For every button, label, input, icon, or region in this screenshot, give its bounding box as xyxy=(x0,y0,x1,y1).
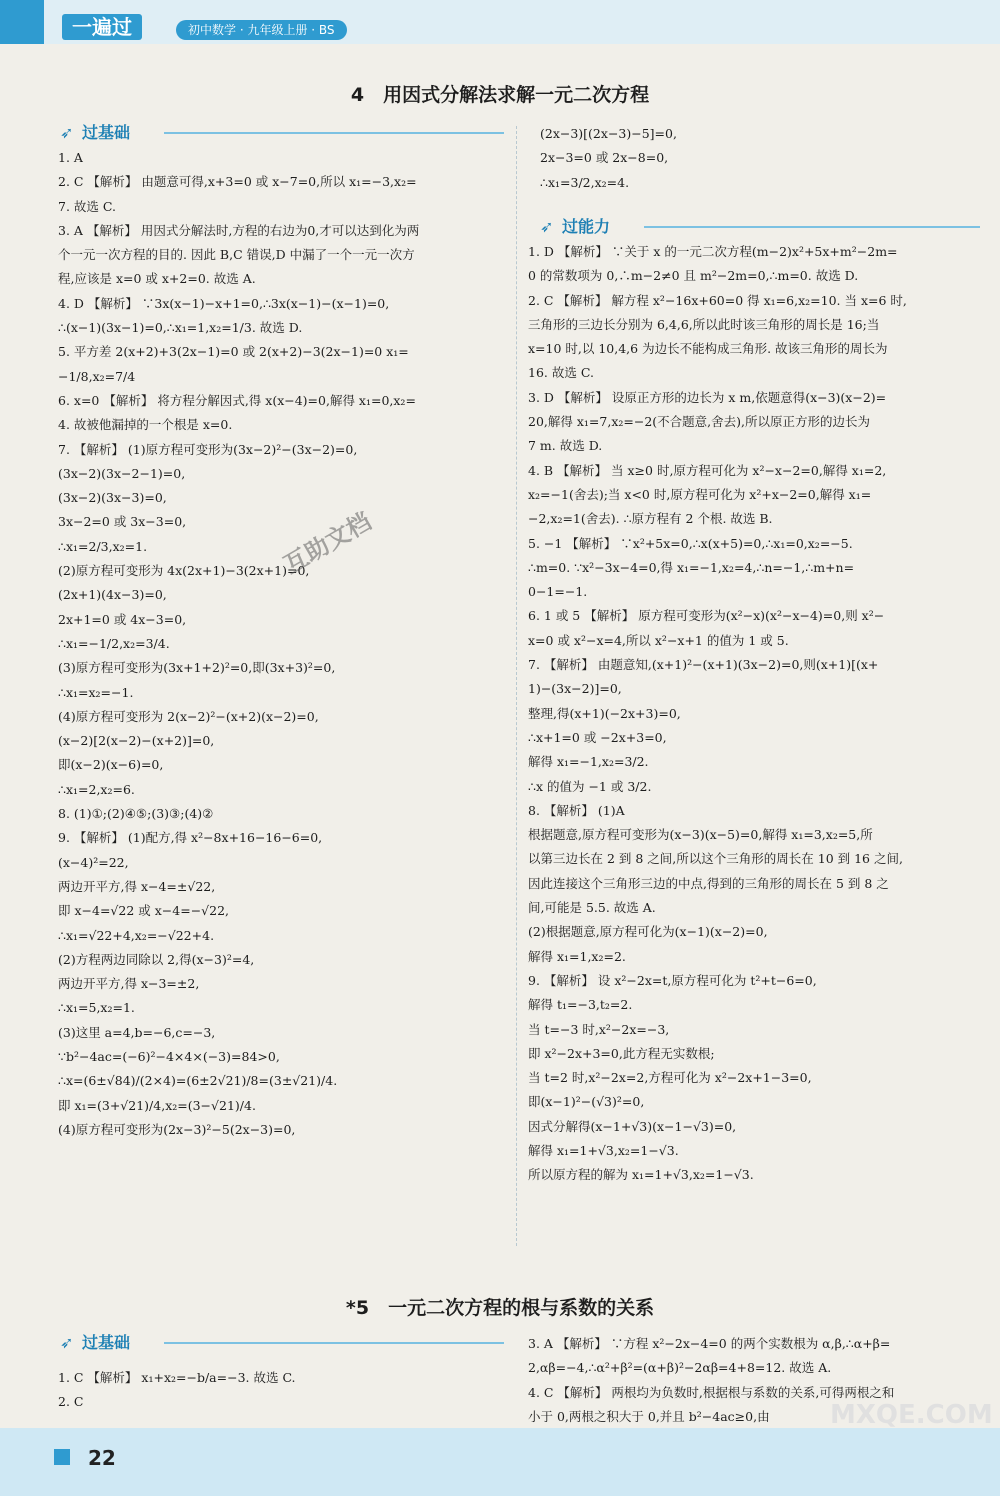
site-watermark: MXQE.COM xyxy=(830,1400,993,1430)
answer-line: ∴x 的值为 −1 或 3/2. xyxy=(528,778,652,794)
answer-line: x₂=−1(舍去);当 x<0 时,原方程可化为 x²+x−2=0,解得 x₁= xyxy=(528,486,872,502)
answer-line: 即(x−1)²−(√3)²=0, xyxy=(528,1094,645,1110)
section5-left-column xyxy=(58,1366,296,1415)
section5-title: *5 一元二次方程的根与系数的关系 xyxy=(345,1297,655,1319)
section4-right-column xyxy=(528,240,907,1188)
section4-ability-heading: ➶ 过能力 xyxy=(540,214,980,238)
answer-line: 3. A 【解析】 用因式分解法时,方程的右边为0,才可以达到化为两 xyxy=(58,222,420,238)
answer-line: 8. (1)①;(2)④⑤;(3)③;(4)② xyxy=(58,806,214,822)
answer-line: ∴x₁=2/3,x₂=1. xyxy=(58,538,148,554)
corner-strip xyxy=(0,0,44,44)
answer-line: 7 m. 故选 D. xyxy=(528,438,603,454)
answer-line: (2x+1)(4x−3)=0, xyxy=(58,587,167,603)
page-number: 22 xyxy=(88,1446,116,1470)
answer-line: 7. 【解析】 (1)原方程可变形为(3x−2)²−(3x−2)=0, xyxy=(58,441,358,457)
answer-line: 8. 【解析】 (1)A xyxy=(528,802,625,818)
answer-line: (x−4)²=22, xyxy=(58,854,129,870)
answer-line: 9. 【解析】 (1)配方,得 x²−8x+16−16−6=0, xyxy=(58,830,323,846)
wing-icon: ➶ xyxy=(540,217,554,236)
answer-line: 当 t=2 时,x²−2x=2,方程可化为 x²−2x+1−3=0, xyxy=(528,1070,812,1086)
answer-line: 1. C 【解析】 x₁+x₂=−b/a=−3. 故选 C. xyxy=(58,1370,296,1385)
answer-line: 所以原方程的解为 x₁=1+√3,x₂=1−√3. xyxy=(528,1167,754,1183)
answer-line: 因式分解得(x−1+√3)(x−1−√3)=0, xyxy=(528,1118,737,1134)
answer-line: 三角形的三边长分别为 6,4,6,所以此时该三角形的周长是 16;当 xyxy=(528,316,880,332)
wing-icon: ➶ xyxy=(60,123,74,142)
answer-line: 6. x=0 【解析】 将方程分解因式,得 x(x−4)=0,解得 x₁=0,x₂= xyxy=(58,392,416,408)
answer-line: 解得 t₁=−3,t₂=2. xyxy=(528,997,633,1013)
answer-line: 两边开平方,得 x−3=±2, xyxy=(58,976,200,992)
answer-line: (2)原方程可变形为 4x(2x+1)−3(2x+1)=0, xyxy=(58,563,310,579)
answer-line: 3. A 【解析】 ∵方程 x²−2x−4=0 的两个实数根为 α,β,∴α+β= xyxy=(528,1336,891,1351)
answer-line: 程,应该是 x=0 或 x+2=0. 故选 A. xyxy=(58,271,256,287)
answer-line: 20,解得 x₁=7,x₂=−2(不合题意,舍去),所以原正方形的边长为 xyxy=(528,414,870,430)
brand-logo: 一遍过 xyxy=(62,14,142,40)
answer-line: (3)原方程可变形为(3x+1+2)²=0,即(3x+3)²=0, xyxy=(58,660,336,676)
answer-line: 1)−(3x−2)]=0, xyxy=(528,681,622,697)
answer-line: 3. D 【解析】 设原正方形的边长为 x m,依题意得(x−3)(x−2)= xyxy=(528,389,887,405)
section4-right-continuation xyxy=(540,122,677,195)
section4-title: 4 用因式分解法求解一元二次方程 xyxy=(350,84,650,106)
wing-icon: ➶ xyxy=(60,1333,74,1352)
answer-line: 0 的常数项为 0,∴m−2≠0 且 m²−2m=0,∴m=0. 故选 D. xyxy=(528,268,859,284)
answer-line: 2. C 【解析】 由题意可得,x+3=0 或 x−7=0,所以 x₁=−3,x₂= xyxy=(58,174,417,190)
section4-basic-heading: ➶ 过基础 xyxy=(60,120,510,144)
answer-line: 因此连接这个三角形三边的中点,得到的三角形的周长在 5 到 8 之 xyxy=(528,875,889,891)
answer-line: ∴x₁=x₂=−1. xyxy=(58,684,134,700)
answer-line: 6. 1 或 5 【解析】 原方程可变形为(x²−x)(x²−x−4)=0,则 x²− xyxy=(528,608,885,624)
answer-line: 即 x²−2x+3=0,此方程无实数根; xyxy=(528,1045,715,1061)
heading-rule xyxy=(164,132,504,134)
answer-line: (2)根据题意,原方程可化为(x−1)(x−2)=0, xyxy=(528,924,768,940)
page-marker-icon xyxy=(54,1449,70,1465)
answer-line: 2x+1=0 或 4x−3=0, xyxy=(58,611,187,627)
answer-line: (x−2)[2(x−2)−(x+2)]=0, xyxy=(58,733,215,749)
answer-line: ∴x=(6±√84)/(2×4)=(6±2√21)/8=(3±√21)/4. xyxy=(58,1073,338,1089)
answer-line: 个一元一次方程的目的. 因此 B,C 错误,D 中漏了一个一元一次方 xyxy=(58,247,415,263)
answer-line: 当 t=−3 时,x²−2x=−3, xyxy=(528,1021,670,1037)
answer-line: 两边开平方,得 x−4=±√22, xyxy=(58,878,216,894)
answer-line: ∴x₁=2,x₂=6. xyxy=(58,781,135,797)
answer-line: (2)方程两边同除以 2,得(x−3)²=4, xyxy=(58,951,255,967)
book-breadcrumb: 初中数学 · 九年级上册 · BS xyxy=(176,20,347,40)
answer-line: 9. 【解析】 设 x²−2x=t,原方程可化为 t²+t−6=0, xyxy=(528,972,817,988)
answer-line: ∴x₁=5,x₂=1. xyxy=(58,1000,135,1016)
top-banner xyxy=(0,0,1000,44)
answer-line: 以第三边长在 2 到 8 之间,所以这个三角形的周长在 10 到 16 之间, xyxy=(528,851,903,867)
answer-line: 解得 x₁=−1,x₂=3/2. xyxy=(528,754,649,770)
answer-line: 1. D 【解析】 ∵关于 x 的一元二次方程(m−2)x²+5x+m²−2m= xyxy=(528,244,898,259)
answer-line: (3x−2)(3x−3)=0, xyxy=(58,490,167,506)
column-divider xyxy=(516,126,517,1246)
answer-line: 3x−2=0 或 3x−3=0, xyxy=(58,514,187,530)
watermark-stamp: 互助文档 xyxy=(278,507,377,580)
answer-line: 小于 0,两根之积大于 0,并且 b²−4ac≥0,由 xyxy=(528,1408,770,1424)
answer-line: 5. 平方差 2(x+2)+3(2x−1)=0 或 2(x+2)−3(2x−1)=0 x₁= xyxy=(58,344,409,360)
answer-line: ∴x₁=−1/2,x₂=3/4. xyxy=(58,635,170,651)
answer-line: 根据题意,原方程可变形为(x−3)(x−5)=0,解得 x₁=3,x₂=5,所 xyxy=(528,827,873,843)
section5-basic-heading: ➶ 过基础 xyxy=(60,1330,510,1354)
answer-line: 4. D 【解析】 ∵3x(x−1)−x+1=0,∴3x(x−1)−(x−1)=0, xyxy=(58,295,390,311)
answer-line: 解得 x₁=1,x₂=2. xyxy=(528,948,626,964)
answer-line: 整理,得(x+1)(−2x+3)=0, xyxy=(528,705,681,721)
answer-line: 2,αβ=−4,∴α²+β²=(α+β)²−2αβ=4+8=12. 故选 A. xyxy=(528,1360,832,1376)
answer-line: ∴x₁=√22+4,x₂=−√22+4. xyxy=(58,927,215,943)
answer-line: (3)这里 a=4,b=−6,c=−3, xyxy=(58,1024,216,1040)
answer-line: ∴m=0. ∵x²−3x−4=0,得 x₁=−1,x₂=4,∴n=−1,∴m+n= xyxy=(528,559,855,575)
answer-line: 即 x₁=(3+√21)/4,x₂=(3−√21)/4. xyxy=(58,1097,256,1113)
answer-line: −2,x₂=1(舍去). ∴原方程有 2 个根. 故选 B. xyxy=(528,511,773,527)
answer-line: ∵b²−4ac=(−6)²−4×4×(−3)=84>0, xyxy=(58,1048,280,1064)
answer-line: 4. C 【解析】 两根均为负数时,根据根与系数的关系,可得两根之和 xyxy=(528,1384,895,1400)
answer-line: ∴(x−1)(3x−1)=0,∴x₁=1,x₂=1/3. 故选 D. xyxy=(58,320,303,336)
answer-line: ∴x₁=3/2,x₂=4. xyxy=(540,174,630,190)
answer-line: 解得 x₁=1+√3,x₂=1−√3. xyxy=(528,1142,679,1158)
heading-rule xyxy=(164,1342,504,1344)
answer-line: −1/8,x₂=7/4 xyxy=(58,368,136,384)
answer-line: (4)原方程可变形为 2(x−2)²−(x+2)(x−2)=0, xyxy=(58,708,319,724)
answer-line: 1. A xyxy=(58,150,83,165)
answer-line: 2. C xyxy=(58,1394,84,1410)
heading-rule xyxy=(644,226,980,228)
answer-line: 即 x−4=√22 或 x−4=−√22, xyxy=(58,903,230,919)
answer-line: 7. 【解析】 由题意知,(x+1)²−(x+1)(3x−2)=0,则(x+1)[(x+ xyxy=(528,657,879,673)
answer-line: 即(x−2)(x−6)=0, xyxy=(58,757,164,773)
answer-line: 16. 故选 C. xyxy=(528,365,594,381)
answer-line: 0−1=−1. xyxy=(528,584,588,600)
answer-line: 间,可能是 5.5. 故选 A. xyxy=(528,900,656,916)
answer-line: 2. C 【解析】 解方程 x²−16x+60=0 得 x₁=6,x₂=10. 当 x=6 时, xyxy=(528,292,907,308)
answer-line: (4)原方程可变形为(2x−3)²−5(2x−3)=0, xyxy=(58,1121,296,1137)
answer-line: 5. −1 【解析】 ∵x²+5x=0,∴x(x+5)=0,∴x₁=0,x₂=−5. xyxy=(528,535,853,551)
answer-line: 7. 故选 C. xyxy=(58,198,116,214)
answer-line: 2x−3=0 或 2x−8=0, xyxy=(540,150,669,166)
answer-line: x=10 时,以 10,4,6 为边长不能构成三角形. 故该三角形的周长为 xyxy=(528,341,888,357)
answer-line: (3x−2)(3x−2−1)=0, xyxy=(58,465,186,481)
answer-line: x=0 或 x²−x=4,所以 x²−x+1 的值为 1 或 5. xyxy=(528,632,789,648)
answer-line: ∴x+1=0 或 −2x+3=0, xyxy=(528,729,667,745)
answer-line: (2x−3)[(2x−3)−5]=0, xyxy=(540,126,677,141)
answer-line: 4. 故被他漏掉的一个根是 x=0. xyxy=(58,417,233,433)
answer-line: 4. B 【解析】 当 x≥0 时,原方程可化为 x²−x−2=0,解得 x₁=2, xyxy=(528,462,887,478)
footer-band xyxy=(0,1428,1000,1496)
